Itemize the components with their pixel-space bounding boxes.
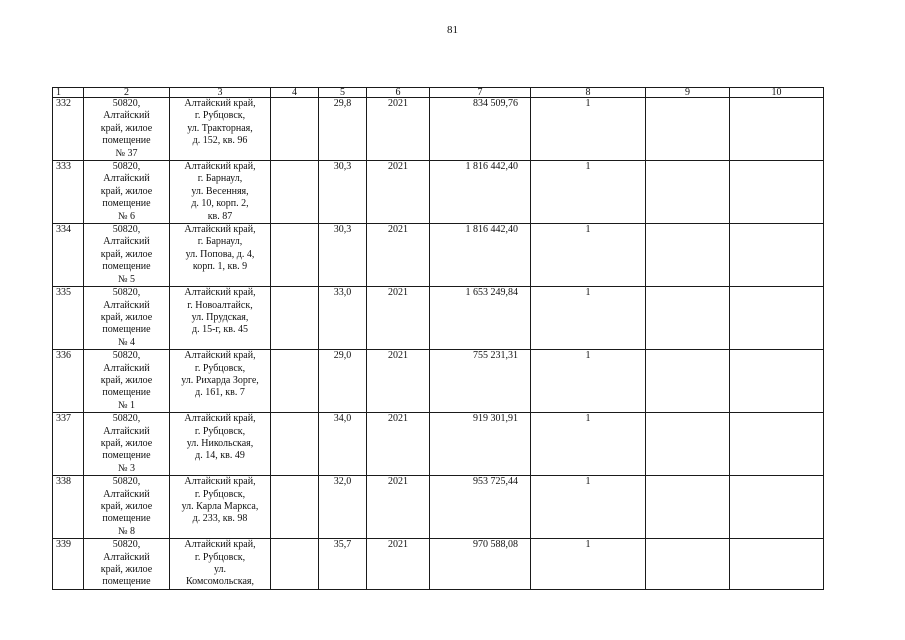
object-name-cell <box>84 224 170 287</box>
year-cell: 2021 <box>367 161 430 224</box>
address-cell-line: ул. <box>213 564 227 576</box>
address-cell-line: ул. Тракторная, <box>187 122 253 134</box>
cost-cell: 970 588,08 <box>430 539 531 590</box>
area-cell: 29,8 <box>319 98 367 161</box>
col4-cell <box>271 287 319 350</box>
count-cell: 1 <box>531 350 646 413</box>
object-name-cell-line: № 8 <box>117 525 136 537</box>
count-cell: 1 <box>531 539 646 590</box>
object-name-cell <box>84 98 170 161</box>
row-number-cell: 339 <box>53 539 84 590</box>
table-row <box>53 413 824 476</box>
row-number-cell: 335 <box>53 287 84 350</box>
col10-cell <box>730 539 824 590</box>
address-cell-line: кв. 87 <box>207 210 233 222</box>
address-cell-line: Алтайский край, <box>184 350 256 362</box>
row-number-cell: 333 <box>53 161 84 224</box>
cost-cell: 1 816 442,40 <box>430 224 531 287</box>
object-name-cell-line: № 4 <box>117 336 136 348</box>
col4-cell <box>271 539 319 590</box>
address-cell-line: ул. Попова, д. 4, <box>185 248 255 260</box>
header-cell: 5 <box>319 88 367 98</box>
area-cell: 30,3 <box>319 161 367 224</box>
col10-cell <box>730 98 824 161</box>
row-number-cell: 334 <box>53 224 84 287</box>
object-name-cell-line: 50820, <box>112 161 141 173</box>
object-name-cell <box>84 539 170 590</box>
col4-cell <box>271 98 319 161</box>
year-cell: 2021 <box>367 413 430 476</box>
object-name-cell-line: край, жилое <box>100 122 153 134</box>
cost-cell: 1 653 249,84 <box>430 287 531 350</box>
table-row <box>53 224 824 287</box>
header-cell: 6 <box>367 88 430 98</box>
col9-cell <box>646 539 730 590</box>
object-name-cell-line: помещение <box>102 198 151 210</box>
area-cell: 34,0 <box>319 413 367 476</box>
address-cell-line: ул. Карла Маркса, <box>181 501 259 512</box>
object-name-cell-line: 50820, <box>112 413 141 425</box>
address-cell-line: корп. 1, кв. 9 <box>192 261 248 273</box>
count-cell: 1 <box>531 476 646 539</box>
object-name-cell-line: помещение <box>102 135 151 147</box>
address-cell-line: Комсомольская, <box>186 576 254 588</box>
object-name-cell-line: помещение <box>102 450 151 462</box>
address-cell-line: Алтайский край, <box>184 413 256 425</box>
count-cell: 1 <box>531 287 646 350</box>
col9-cell <box>646 161 730 224</box>
object-name-cell-line: Алтайский <box>103 488 150 500</box>
address-cell-line: д. 15-г, кв. 45 <box>192 324 248 336</box>
object-name-cell-line: помещение <box>102 261 151 273</box>
table-row <box>53 350 824 413</box>
table-row <box>53 161 824 224</box>
object-name-cell-line: край, жилое <box>100 185 153 197</box>
cost-cell: 953 725,44 <box>430 476 531 539</box>
address-cell-line: г. Рубцовск, <box>194 110 246 122</box>
count-cell: 1 <box>531 98 646 161</box>
table-row <box>53 98 824 161</box>
cost-cell: 755 231,31 <box>430 350 531 413</box>
row-number-cell: 332 <box>53 98 84 161</box>
object-name-cell <box>84 476 170 539</box>
object-name-cell-line: № 5 <box>117 273 136 285</box>
address-cell-line: ул. Рихарда Зорге, <box>181 374 259 386</box>
address-cell <box>170 161 271 224</box>
object-name-cell-line: край, жилое <box>100 564 153 576</box>
object-name-cell-line: край, жилое <box>100 437 153 449</box>
object-name-cell-line: № 6 <box>117 210 136 222</box>
object-name-cell-line: 50820, <box>112 287 141 299</box>
header-cell: 1 <box>53 88 84 98</box>
address-cell-line: д. 14, кв. 49 <box>195 450 245 462</box>
address-cell-line: Алтайский край, <box>184 98 256 109</box>
object-name-cell <box>84 350 170 413</box>
object-name-cell-line: 50820, <box>112 98 141 109</box>
address-cell-line: д. 161, кв. 7 <box>195 387 245 399</box>
cost-cell: 919 301,91 <box>430 413 531 476</box>
col10-cell <box>730 224 824 287</box>
header-cell: 8 <box>531 88 646 98</box>
col9-cell <box>646 350 730 413</box>
col10-cell <box>730 161 824 224</box>
col9-cell <box>646 287 730 350</box>
header-cell: 10 <box>730 88 824 98</box>
address-cell-line: г. Рубцовск, <box>194 551 246 563</box>
table-row <box>53 476 824 539</box>
address-cell-line: г. Барнаул, <box>197 173 243 185</box>
object-name-cell-line: 50820, <box>112 350 141 362</box>
col10-cell <box>730 350 824 413</box>
object-name-cell-line: помещение <box>102 324 151 336</box>
address-cell <box>170 476 271 539</box>
object-name-cell-line: Алтайский <box>103 236 150 248</box>
address-cell <box>170 539 271 590</box>
header-cell: 4 <box>271 88 319 98</box>
cost-cell: 834 509,76 <box>430 98 531 161</box>
object-name-cell <box>84 287 170 350</box>
year-cell: 2021 <box>367 287 430 350</box>
header-row <box>53 88 824 98</box>
area-cell: 33,0 <box>319 287 367 350</box>
object-name-cell-line: Алтайский <box>103 362 150 374</box>
object-name-cell-line: № 3 <box>117 462 136 474</box>
count-cell: 1 <box>531 413 646 476</box>
registry-table <box>52 87 824 590</box>
col10-cell <box>730 476 824 539</box>
object-name-cell-line: помещение <box>102 576 151 588</box>
address-cell-line: г. Рубцовск, <box>194 488 246 500</box>
col9-cell <box>646 98 730 161</box>
object-name-cell-line: 50820, <box>112 539 141 551</box>
object-name-cell-line: край, жилое <box>100 311 153 323</box>
object-name-cell-line: Алтайский <box>103 551 150 563</box>
object-name-cell-line: № 1 <box>117 399 136 411</box>
address-cell <box>170 98 271 161</box>
col9-cell <box>646 224 730 287</box>
address-cell-line: д. 10, корп. 2, <box>191 198 249 210</box>
object-name-cell-line: Алтайский <box>103 299 150 311</box>
address-cell-line: д. 233, кв. 98 <box>192 513 248 525</box>
col10-cell <box>730 287 824 350</box>
address-cell-line: д. 152, кв. 96 <box>192 135 248 147</box>
address-cell-line: Алтайский край, <box>184 539 256 551</box>
address-cell <box>170 224 271 287</box>
object-name-cell-line: 50820, <box>112 476 141 488</box>
address-cell-line: г. Барнаул, <box>197 236 243 248</box>
address-cell-line: г. Рубцовск, <box>194 425 246 437</box>
col9-cell <box>646 476 730 539</box>
col4-cell <box>271 413 319 476</box>
col4-cell <box>271 161 319 224</box>
object-name-cell-line: Алтайский <box>103 110 150 122</box>
col4-cell <box>271 224 319 287</box>
header-cell: 2 <box>84 88 170 98</box>
object-name-cell-line: Алтайский <box>103 173 150 185</box>
col10-cell <box>730 413 824 476</box>
area-cell: 35,7 <box>319 539 367 590</box>
address-cell-line: Алтайский край, <box>184 224 256 236</box>
address-cell-line: г. Новоалтайск, <box>187 299 253 311</box>
address-cell-line: ул. Прудская, <box>191 311 249 323</box>
address-cell-line: г. Рубцовск, <box>194 362 246 374</box>
page-number: 81 <box>447 24 458 36</box>
header-cell: 7 <box>430 88 531 98</box>
address-cell-line: ул. Весенняя, <box>191 185 249 197</box>
year-cell: 2021 <box>367 476 430 539</box>
header-cell: 3 <box>170 88 271 98</box>
row-number-cell: 336 <box>53 350 84 413</box>
object-name-cell-line: Алтайский <box>103 425 150 437</box>
area-cell: 29,0 <box>319 350 367 413</box>
table-row <box>53 539 824 590</box>
year-cell: 2021 <box>367 539 430 590</box>
object-name-cell-line: помещение <box>102 387 151 399</box>
cost-cell: 1 816 442,40 <box>430 161 531 224</box>
year-cell: 2021 <box>367 350 430 413</box>
address-cell-line: Алтайский край, <box>184 287 256 299</box>
address-cell-line: Алтайский край, <box>184 161 256 173</box>
row-number-cell: 338 <box>53 476 84 539</box>
header-cell: 9 <box>646 88 730 98</box>
object-name-cell-line: край, жилое <box>100 374 153 386</box>
object-name-cell <box>84 413 170 476</box>
object-name-cell-line: 50820, <box>112 224 141 236</box>
address-cell <box>170 413 271 476</box>
area-cell: 30,3 <box>319 224 367 287</box>
year-cell: 2021 <box>367 224 430 287</box>
address-cell-line: Алтайский край, <box>184 476 256 488</box>
object-name-cell-line: край, жилое <box>100 248 153 260</box>
object-name-cell-line: помещение <box>102 513 151 525</box>
table-row <box>53 287 824 350</box>
year-cell: 2021 <box>367 98 430 161</box>
area-cell: 32,0 <box>319 476 367 539</box>
address-cell <box>170 287 271 350</box>
row-number-cell: 337 <box>53 413 84 476</box>
address-cell <box>170 350 271 413</box>
object-name-cell-line: № 37 <box>115 147 138 159</box>
count-cell: 1 <box>531 161 646 224</box>
col9-cell <box>646 413 730 476</box>
col4-cell <box>271 350 319 413</box>
object-name-cell-line: край, жилое <box>100 501 153 512</box>
count-cell: 1 <box>531 224 646 287</box>
address-cell-line: ул. Никольская, <box>186 437 254 449</box>
col4-cell <box>271 476 319 539</box>
object-name-cell <box>84 161 170 224</box>
